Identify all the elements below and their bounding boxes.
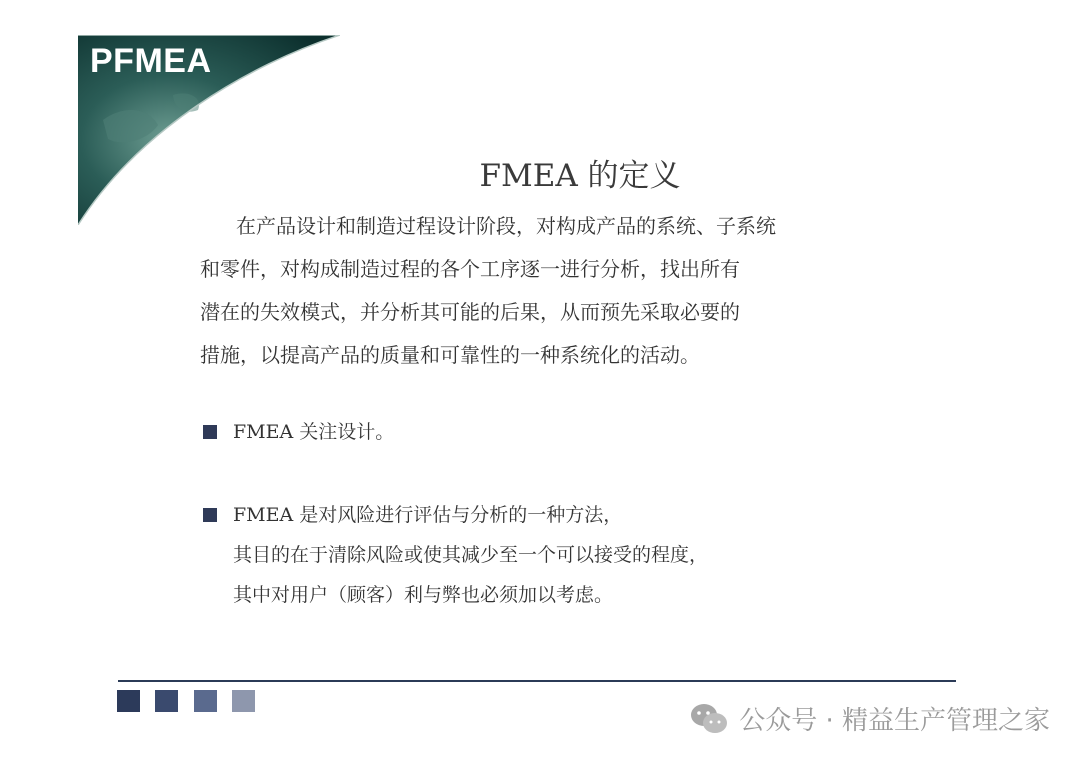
footer-block	[117, 690, 140, 712]
definition-line: 在产品设计和制造过程设计阶段，对构成产品的系统、子系统	[236, 214, 776, 238]
bullet-item	[203, 495, 708, 615]
definition-line: 措施，以提高产品的质量和可靠性的一种系统化的活动。	[200, 343, 700, 367]
footer-block	[155, 690, 178, 712]
bullet-text: FMEA 关注设计。	[233, 421, 395, 443]
definition-paragraph	[200, 205, 880, 377]
page-title: FMEA 的定义	[479, 158, 681, 194]
wechat-icon	[689, 702, 729, 736]
bullet-text: 其中对用户（顾客）利与弊也必须加以考虑。	[233, 584, 614, 606]
footer-block	[232, 690, 255, 712]
definition-line: 潜在的失效模式，并分析其可能的后果，从而预先采取必要的	[200, 300, 740, 324]
bullet-square-icon	[203, 425, 217, 439]
watermark	[689, 700, 1050, 737]
footer-divider	[118, 680, 956, 682]
footer-block	[194, 690, 217, 712]
bullet-square-icon	[203, 508, 217, 522]
brand-title: PFMEA	[90, 42, 212, 80]
bullet-item	[203, 412, 394, 452]
definition-line: 和零件，对构成制造过程的各个工序逐一进行分析，找出所有	[200, 257, 740, 281]
bullet-text: FMEA 是对风险进行评估与分析的一种方法，	[233, 504, 623, 526]
bullet-text: 其目的在于清除风险或使其减少至一个可以接受的程度，	[233, 544, 709, 566]
watermark-text: 公众号 · 精益生产管理之家	[739, 706, 1050, 736]
